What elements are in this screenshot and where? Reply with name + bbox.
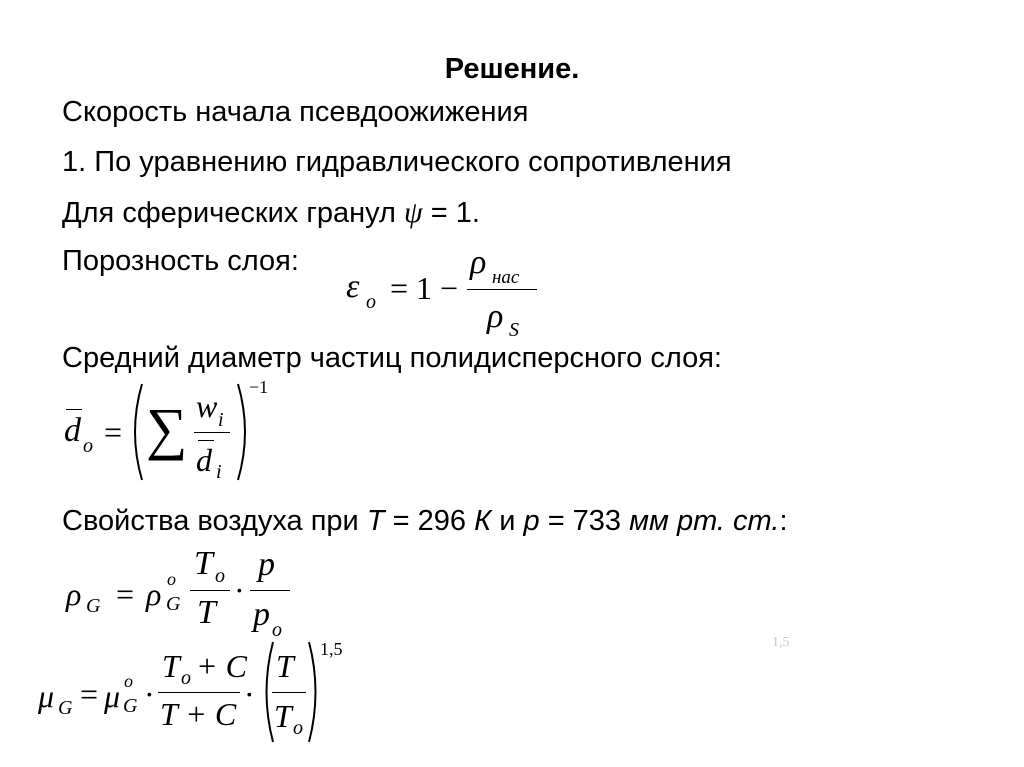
- d-symbol: d: [64, 412, 81, 449]
- density-equals: =: [116, 576, 135, 612]
- text-line-air-properties: [62, 507, 788, 536]
- diameter-equals: =: [104, 414, 123, 450]
- w-subscript: i: [218, 409, 224, 431]
- di-overbar: [198, 440, 214, 441]
- density-fraction-bar-2: [250, 590, 290, 591]
- t0-numerator-subscript: o: [215, 565, 225, 587]
- t0-plus-c-subscript: o: [181, 667, 191, 689]
- rho-g-symbol: ρ: [66, 576, 82, 612]
- exponent-minus-one: −1: [249, 377, 269, 397]
- rho-g0-subscript: G: [166, 593, 181, 615]
- d-overbar: [66, 409, 82, 410]
- t-denominator: T: [197, 594, 216, 631]
- mu-g0-superscript: o: [124, 671, 133, 691]
- di-subscript: i: [216, 461, 222, 483]
- mu-g0-subscript: G: [123, 695, 138, 717]
- porosity-equals: = 1 −: [390, 270, 459, 306]
- di-symbol: d: [196, 442, 212, 478]
- right-paren-large: [234, 382, 254, 482]
- rho-g0-symbol: ρ: [146, 576, 162, 612]
- d-subscript: o: [83, 435, 93, 457]
- pressure-symbol: p: [523, 505, 540, 537]
- faint-artifact-text: 1,5: [772, 635, 790, 650]
- p-numerator: p: [258, 546, 275, 583]
- w-symbol: w: [196, 388, 218, 424]
- rho-sub-nas: нас: [492, 267, 520, 288]
- diameter-fraction-bar: [194, 432, 230, 433]
- viscosity-fraction-bar-2: [272, 692, 306, 693]
- text-line-porosity: Порозность слоя:: [62, 245, 299, 277]
- mu-g0-symbol: μ: [104, 678, 121, 714]
- mu-g-subscript: G: [58, 697, 73, 719]
- text-line-spherical-granules: [62, 198, 480, 228]
- psi-value: = 1.: [430, 197, 480, 229]
- text-line-hydraulic-resistance: 1. По уравнению гидравлического сопротивления: [62, 146, 732, 178]
- viscosity-dot-2: ·: [244, 676, 255, 712]
- temp-value: = 296: [392, 505, 466, 537]
- psi-symbol: ψ: [404, 196, 423, 229]
- p0-subscript: o: [272, 619, 282, 641]
- and-word: и: [499, 505, 516, 537]
- mu-g-symbol: μ: [38, 678, 55, 714]
- p0-denominator: p: [253, 596, 270, 633]
- t0-numerator: T: [194, 545, 213, 582]
- colon: :: [779, 505, 788, 537]
- rho-g0-superscript: o: [167, 569, 176, 589]
- pressure-value: = 733: [547, 505, 622, 537]
- t0-plus-c-rest: + C: [196, 648, 247, 684]
- pressure-unit: мм рт. ст.: [629, 505, 780, 537]
- spherical-label: Для сферических гранул: [62, 197, 396, 229]
- epsilon-symbol: ε: [346, 268, 360, 305]
- air-label: Свойства воздуха при: [62, 505, 359, 537]
- viscosity-dot-1: ·: [144, 676, 155, 712]
- t0-denominator: T: [274, 698, 292, 734]
- t-plus-c-denominator: T + C: [160, 696, 237, 732]
- rho-g-subscript: G: [86, 595, 101, 617]
- density-fraction-bar-1: [190, 590, 230, 591]
- rho-numerator: ρ: [470, 244, 487, 281]
- t-numerator: T: [276, 648, 294, 684]
- rho-sub-s: S: [509, 319, 519, 341]
- text-line-mean-diameter: Средний диаметр частиц полидисперсного слоя:: [62, 342, 722, 374]
- temp-unit: К: [474, 505, 492, 537]
- solution-title: Решение.: [444, 53, 580, 85]
- rho-denominator: ρ: [487, 298, 504, 335]
- viscosity-equals: =: [80, 676, 99, 712]
- exponent-one-point-five: 1,5: [320, 639, 343, 659]
- sum-symbol: ∑: [146, 396, 188, 461]
- viscosity-fraction-bar-1: [158, 692, 240, 693]
- porosity-fraction-bar: [467, 289, 537, 290]
- epsilon-subscript: o: [366, 291, 376, 313]
- text-line-fluidization-velocity: Скорость начала псевдоожижения: [62, 96, 529, 128]
- density-dot: ·: [234, 572, 245, 608]
- t0-denominator-subscript: o: [293, 717, 303, 739]
- left-paren-large: [126, 382, 146, 482]
- temp-symbol: T: [366, 505, 385, 537]
- t0-plus-c-t: T: [162, 648, 180, 684]
